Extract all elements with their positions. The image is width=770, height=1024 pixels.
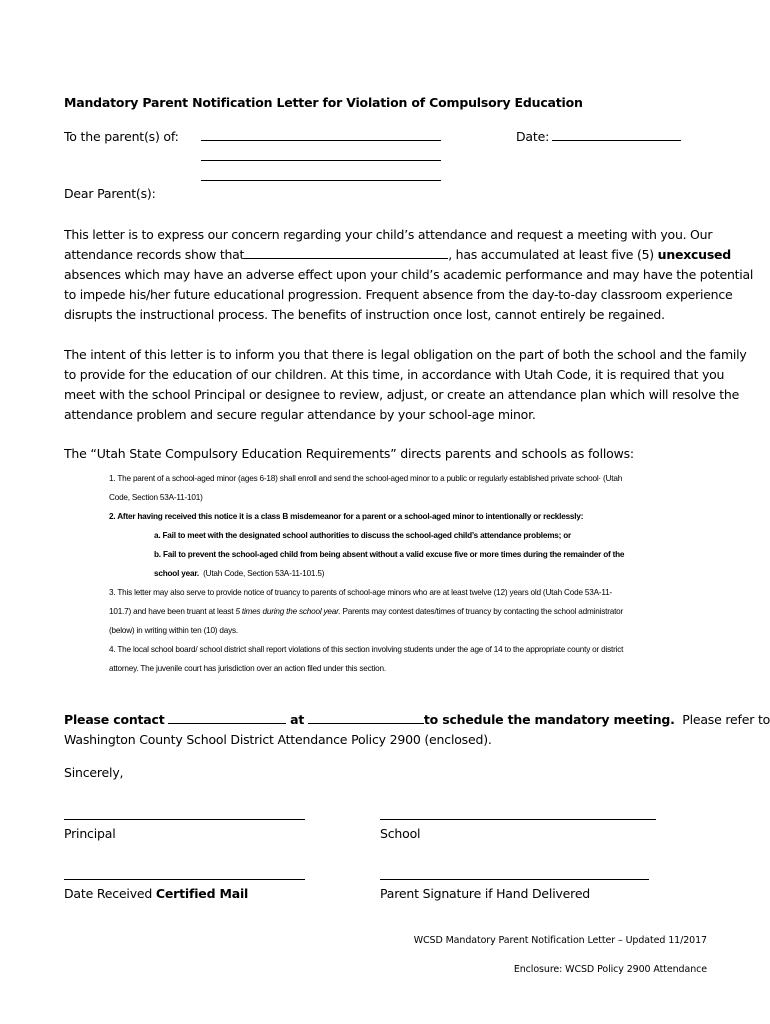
policy-reference: Washington County School District Attendance Policy 2900 (enclosed).	[64, 732, 492, 747]
at-label: at	[290, 712, 305, 727]
parent-signature-label: Parent Signature if Hand Delivered	[380, 886, 591, 901]
contact-name-blank[interactable]	[168, 711, 286, 724]
list-line: Code, Section 53A-11-101)	[109, 493, 203, 502]
list-text: Parents may contest dates/times of truancy by contacting the school administrator	[342, 607, 624, 616]
school-label: School	[380, 826, 421, 841]
footer-enclosure: Enclosure: WCSD Policy 2900 Attendance	[513, 964, 707, 975]
letter-title: Mandatory Parent Notification Letter for Violation of Compulsory Education	[64, 95, 583, 110]
list-line: b. Fail to prevent the school-aged child from being absent without a valid excuse five or more times during the remainder of the	[154, 550, 625, 559]
list-line: (below) in writing within ten (10) days.	[109, 626, 238, 635]
student-name-blank[interactable]	[244, 246, 448, 259]
date-label: Date:	[516, 129, 550, 144]
paragraph-line: The intent of this letter is to inform you that there is legal obligation on the part of both the school and the family	[64, 347, 747, 362]
requirements-heading: The “Utah State Compulsory Education Requirements” directs parents and schools as follows:	[64, 446, 634, 461]
please-contact-label: Please contact	[64, 712, 165, 727]
list-text: school year.	[154, 569, 199, 578]
footer-updated: WCSD Mandatory Parent Notification Letter – Updated 11/2017	[413, 935, 707, 946]
list-line: attorney. The juvenile court has jurisdiction over an action filed under this section.	[109, 664, 386, 673]
paragraph-intent	[64, 345, 747, 425]
list-line: 3. This letter may also serve to provide notice of truancy to parents of school-age minors who are at least twelve (12) years old (Utah Code 53A-11-	[109, 588, 612, 597]
parent-signature-line[interactable]	[380, 879, 649, 880]
parent-name-line-2[interactable]	[201, 160, 441, 161]
requirement-item-2-sub	[154, 526, 624, 583]
paragraph-line: This letter is to express our concern regarding your child’s attendance and request a meeting with you. Our	[64, 227, 713, 242]
paragraph-concern	[64, 225, 754, 325]
parent-name-line-3[interactable]	[201, 180, 441, 181]
requirement-item-2: 2. After having received this notice it is a class B misdemeanor for a parent or a school-aged minor to intentionally or recklessly:	[109, 512, 584, 521]
list-text: 101.7) and have been truant at least	[109, 607, 234, 616]
list-text: 5 times during the school year.	[235, 607, 341, 616]
date-received-label	[64, 886, 248, 901]
list-line: a. Fail to meet with the designated school authorities to discuss the school-aged child’s attendance problems; or	[154, 531, 572, 540]
date-received-line[interactable]	[64, 879, 305, 880]
list-text: (Utah Code, Section 53A-11-101.5)	[203, 569, 325, 578]
sincerely: Sincerely,	[64, 765, 124, 780]
paragraph-line: to provide for the education of our children. At this time, in accordance with Utah Code, it is required that you	[64, 367, 725, 382]
requirement-item-3	[109, 583, 623, 678]
principal-signature-line[interactable]	[64, 819, 305, 820]
greeting: Dear Parent(s):	[64, 186, 156, 201]
paragraph-line: disrupts the instructional process. The benefits of instruction once lost, cannot entirely be regained.	[64, 307, 665, 322]
paragraph-line	[64, 245, 731, 265]
school-signature-line[interactable]	[380, 819, 656, 820]
refer-text: Please refer to	[682, 712, 770, 727]
date-line[interactable]	[552, 140, 681, 141]
date-received-text: Date Received	[64, 886, 153, 901]
list-line	[109, 602, 623, 621]
paragraph-line: meet with the school Principal or designee to review, adjust, or create an attendance plan which will resolve the	[64, 387, 740, 402]
please-contact-line	[64, 711, 770, 727]
parent-name-line-1[interactable]	[201, 140, 441, 141]
certified-mail-text: Certified Mail	[155, 886, 249, 901]
contact-phone-blank[interactable]	[308, 711, 424, 724]
paragraph-line: to impede his/her future educational progression. Frequent absence from the day-to-day classroom experience	[64, 287, 733, 302]
paragraph-text: , has accumulated at least five (5)	[448, 247, 654, 262]
list-line: 1. The parent of a school-aged minor (ages 6-18) shall enroll and send the school-aged minor to a public or regularly established private school· (Utah	[109, 474, 623, 483]
list-line	[154, 564, 624, 583]
list-line: 4. The local school board/ school district shall report violations of this section involving students under the age of 14 to the appropriate county or district	[109, 645, 624, 654]
principal-label: Principal	[64, 826, 116, 841]
paragraph-line: absences which may have an adverse effect upon your child’s academic performance and may have the potential	[64, 267, 754, 282]
schedule-meeting-text: to schedule the mandatory meeting.	[423, 712, 675, 727]
requirement-item-1	[109, 469, 622, 507]
paragraph-text: attendance records show that	[64, 247, 245, 262]
paragraph-line: attendance problem and secure regular attendance by your school-age minor.	[64, 407, 536, 422]
to-parents-label: To the parent(s) of:	[64, 129, 179, 144]
unexcused-emphasis: unexcused	[657, 247, 731, 262]
